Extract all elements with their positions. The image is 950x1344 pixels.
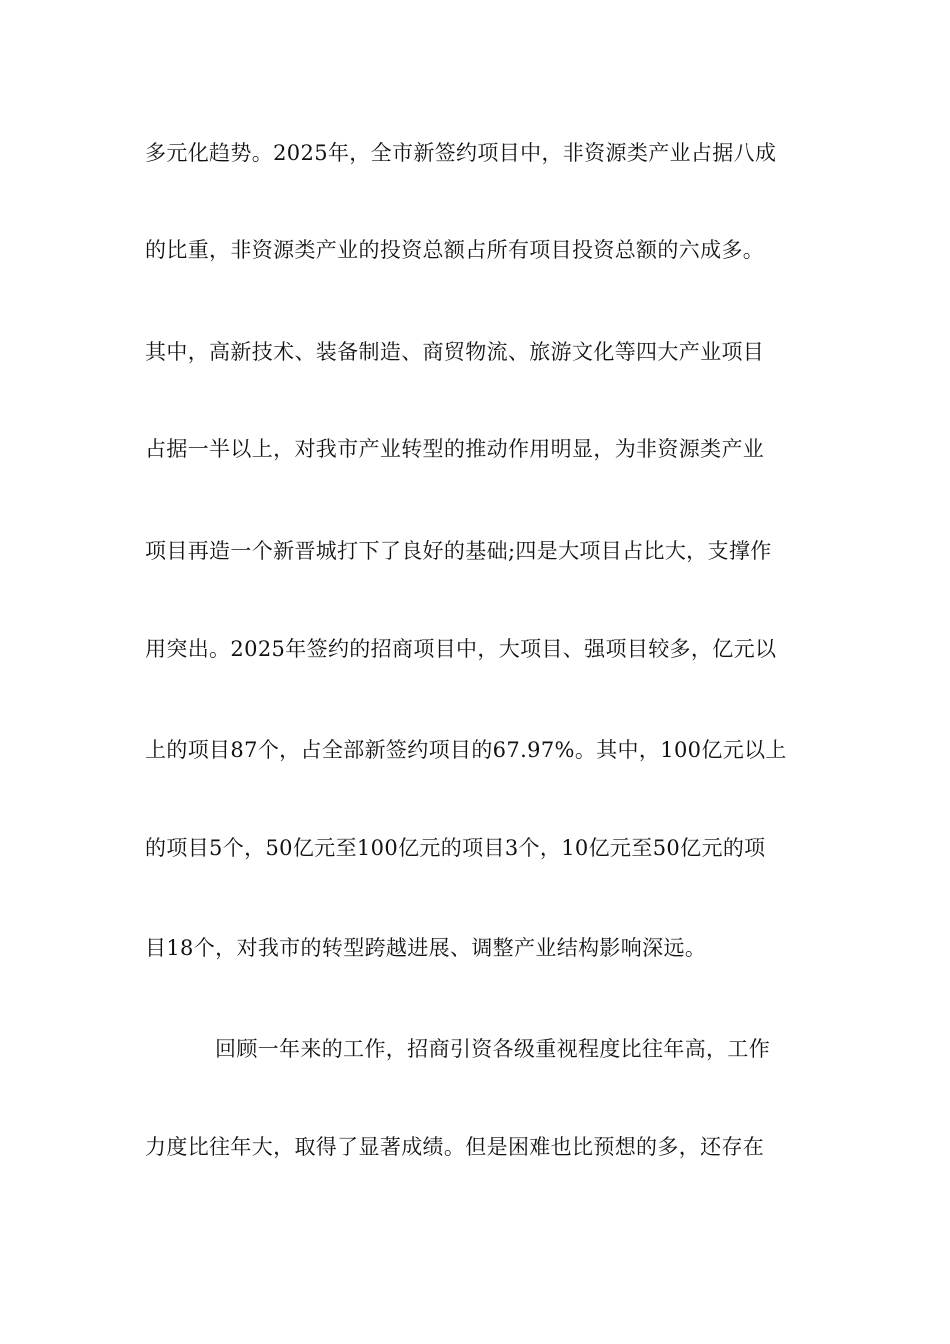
text-line: 项目再造一个新晋城打下了良好的基础;四是大项目占比大，支撑作	[145, 539, 772, 563]
text-line: 其中，高新技术、装备制造、商贸物流、旅游文化等四大产业项目	[145, 340, 765, 364]
text-line: 的比重，非资源类产业的投资总额占所有项目投资总额的六成多。	[145, 238, 765, 262]
text-line: 占据一半以上，对我市产业转型的推动作用明显，为非资源类产业	[145, 437, 765, 461]
text-line: 用突出。2025年签约的招商项目中，大项目、强项目较多，亿元以	[145, 637, 777, 661]
text-line: 力度比往年大，取得了显著成绩。但是困难也比预想的多，还存在	[145, 1135, 765, 1159]
text-line-paragraph-start: 回顾一年来的工作，招商引资各级重视程度比往年高，工作	[215, 1037, 771, 1061]
text-line: 上的项目87个，占全部新签约项目的67.97%。其中，100亿元以上	[145, 738, 787, 762]
text-line: 的项目5个，50亿元至100亿元的项目3个，10亿元至50亿元的项	[145, 836, 766, 860]
text-line: 多元化趋势。2025年，全市新签约项目中，非资源类产业占据八成	[145, 141, 777, 165]
text-line: 目18个，对我市的转型跨越进展、调整产业结构影响深远。	[145, 936, 707, 960]
